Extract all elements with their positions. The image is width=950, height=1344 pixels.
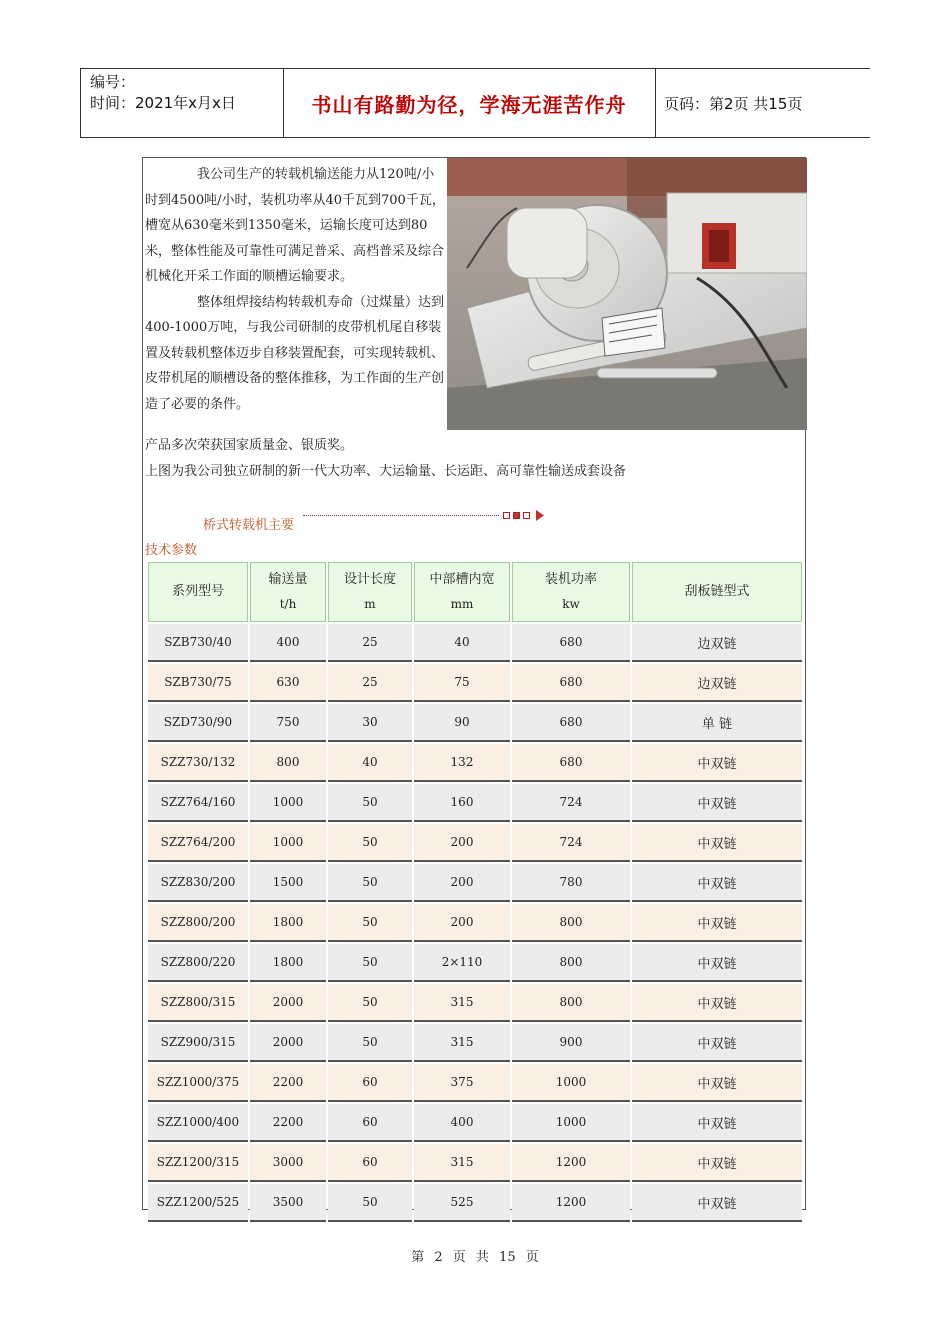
table-cell: 边双链 [632, 664, 802, 702]
table-row [148, 1184, 802, 1222]
table-header-cell [148, 562, 248, 622]
table-cell: 中双链 [632, 1144, 802, 1182]
header-page-label: 页码：第2页 共15页 [664, 94, 803, 113]
table-cell: 中双链 [632, 1184, 802, 1222]
header-label: 中部槽内宽 [429, 572, 495, 587]
table-cell: 中双链 [632, 904, 802, 942]
table-row [148, 784, 802, 822]
table-row [148, 1064, 802, 1102]
table-cell: 50 [328, 824, 412, 862]
table-cell: 1500 [250, 864, 326, 902]
page-footer: 第 2 页 共 15 页 [411, 1250, 539, 1265]
table-cell: 50 [328, 1184, 412, 1222]
table-cell: 中双链 [632, 824, 802, 862]
header-unit: kw [562, 597, 580, 611]
table-cell: 60 [328, 1104, 412, 1142]
table-cell: 750 [250, 704, 326, 742]
table-cell: 50 [328, 904, 412, 942]
square-bullet [513, 512, 520, 519]
table-cell: 800 [250, 744, 326, 782]
table-header-row [148, 562, 802, 622]
header-label: 设计长度 [343, 572, 396, 587]
number-label: 编号： [90, 73, 136, 91]
table-cell: 60 [328, 1144, 412, 1182]
table-cell: SZZ1200/525 [148, 1184, 248, 1222]
table-cell: 680 [512, 664, 630, 702]
header-label: 刮板链型式 [684, 584, 750, 599]
square-bullet [523, 512, 530, 519]
spec-table [146, 560, 804, 1224]
table-row [148, 864, 802, 902]
table-cell: 630 [250, 664, 326, 702]
table-cell: 315 [414, 1144, 510, 1182]
table-cell: 中双链 [632, 1064, 802, 1102]
table-cell: 800 [512, 944, 630, 982]
table-row [148, 824, 802, 862]
table-row [148, 744, 802, 782]
header-motto: 书山有路勤为径，学海无涯苦作舟 [311, 92, 627, 117]
table-cell: 724 [512, 824, 630, 862]
table-body [148, 624, 802, 1222]
table-cell: 3500 [250, 1184, 326, 1222]
table-cell: 1000 [250, 824, 326, 862]
table-cell: SZB730/75 [148, 664, 248, 702]
table-header-cell [512, 562, 630, 622]
header-unit: m [364, 597, 376, 611]
table-cell: 900 [512, 1024, 630, 1062]
table-cell: 200 [414, 824, 510, 862]
table-cell: 90 [414, 704, 510, 742]
table-cell: 单 链 [632, 704, 802, 742]
table-cell: 2200 [250, 1064, 326, 1102]
table-row [148, 904, 802, 942]
table-cell: 680 [512, 704, 630, 742]
table-cell: SZZ764/160 [148, 784, 248, 822]
dotted-leader [303, 515, 499, 516]
header-meta [90, 72, 236, 114]
intro-paragraph: 我公司生产的转载机输送能力从120吨/小时到4500吨/小时，装机功率从40千瓦到700千瓦，槽宽从630毫米到1350毫米，运输长度可达到80米，整体性能及可靠性可满足普采、高档普采及综合机械化开采工作面的顺槽运输要求。 [145, 167, 445, 284]
header-unit: t/h [279, 597, 297, 611]
table-cell: 800 [512, 984, 630, 1022]
table-cell: 中双链 [632, 784, 802, 822]
table-cell: 132 [414, 744, 510, 782]
table-cell: 1200 [512, 1144, 630, 1182]
machine-photo [447, 158, 807, 430]
machine-photo-illustration [447, 158, 807, 430]
table-cell: 25 [328, 624, 412, 662]
table-cell: 中双链 [632, 944, 802, 982]
table-cell: 3000 [250, 1144, 326, 1182]
table-cell: 50 [328, 784, 412, 822]
table-cell: SZZ800/315 [148, 984, 248, 1022]
table-header-cell [250, 562, 326, 622]
table-cell: 中双链 [632, 1104, 802, 1142]
table-cell: SZZ1200/315 [148, 1144, 248, 1182]
table-cell: 中双链 [632, 984, 802, 1022]
award-text: 产品多次荣获国家质量金、银质奖。 [145, 438, 354, 453]
table-cell: 40 [328, 744, 412, 782]
table-cell: 75 [414, 664, 510, 702]
table-header-cell [632, 562, 802, 622]
table-cell: 50 [328, 1024, 412, 1062]
table-cell: 25 [328, 664, 412, 702]
table-cell: 400 [414, 1104, 510, 1142]
table-cell: SZZ764/200 [148, 824, 248, 862]
table-row [148, 664, 802, 702]
table-cell: 中双链 [632, 1024, 802, 1062]
table-cell: 375 [414, 1064, 510, 1102]
table-cell: 60 [328, 1064, 412, 1102]
table-cell: 1000 [250, 784, 326, 822]
header-divider [655, 69, 656, 137]
content-frame [142, 157, 806, 1210]
table-row [148, 944, 802, 982]
table-header-cell [414, 562, 510, 622]
table-row [148, 1104, 802, 1142]
table-cell: 1000 [512, 1104, 630, 1142]
table-cell: 50 [328, 864, 412, 902]
table-cell: SZB730/40 [148, 624, 248, 662]
page-header [80, 68, 870, 138]
table-cell: 160 [414, 784, 510, 822]
table-cell: 50 [328, 984, 412, 1022]
table-cell: 1200 [512, 1184, 630, 1222]
table-cell: SZD730/90 [148, 704, 248, 742]
square-bullet [503, 512, 510, 519]
table-row [148, 1144, 802, 1182]
table-cell: 315 [414, 984, 510, 1022]
table-cell: 30 [328, 704, 412, 742]
table-cell: 1000 [512, 1064, 630, 1102]
header-label: 装机功率 [544, 572, 597, 587]
header-label: 输送量 [268, 572, 308, 587]
table-cell: 200 [414, 864, 510, 902]
table-cell: 2000 [250, 1024, 326, 1062]
arrow-right-icon [536, 510, 544, 521]
table-cell: 2×110 [414, 944, 510, 982]
table-row [148, 984, 802, 1022]
table-cell: 边双链 [632, 624, 802, 662]
intro-text [145, 162, 445, 417]
table-cell: SZZ800/220 [148, 944, 248, 982]
table-cell: SZZ900/315 [148, 1024, 248, 1062]
header-divider [80, 69, 81, 137]
table-cell: 2200 [250, 1104, 326, 1142]
table-cell: 1800 [250, 904, 326, 942]
table-cell: 2000 [250, 984, 326, 1022]
table-cell: 780 [512, 864, 630, 902]
table-cell: 525 [414, 1184, 510, 1222]
table-cell: 中双链 [632, 744, 802, 782]
table-cell: 200 [414, 904, 510, 942]
table-row [148, 704, 802, 742]
section-title: 技术参数 [145, 543, 198, 558]
table-cell: SZZ800/200 [148, 904, 248, 942]
date-label: 时间：2021年x月x日 [90, 94, 236, 112]
table-cell: SZZ730/132 [148, 744, 248, 782]
table-cell: 中双链 [632, 864, 802, 902]
table-cell: SZZ830/200 [148, 864, 248, 902]
table-cell: 50 [328, 944, 412, 982]
table-cell: 400 [250, 624, 326, 662]
table-cell: 315 [414, 1024, 510, 1062]
table-row [148, 1024, 802, 1062]
intro-paragraph: 整体组焊接结构转载机寿命（过煤量）达到400-1000万吨，与我公司研制的皮带机机尾自移装置及转载机整体迈步自移装置配套，可实现转载机、皮带机尾的顺槽设备的整体推移，为工作面的生产创造了必要的条件。 [145, 294, 445, 412]
section-title: 桥式转载机主要 [203, 518, 295, 533]
table-cell: SZZ1000/375 [148, 1064, 248, 1102]
table-cell: 40 [414, 624, 510, 662]
table-cell: 1800 [250, 944, 326, 982]
caption-text: 上图为我公司独立研制的新一代大功率、大运输量、长运距、高可靠性输送成套设备 [145, 464, 627, 479]
table-cell: SZZ1000/400 [148, 1104, 248, 1142]
table-cell: 724 [512, 784, 630, 822]
table-cell: 680 [512, 744, 630, 782]
table-cell: 800 [512, 904, 630, 942]
table-cell: 680 [512, 624, 630, 662]
table-row [148, 624, 802, 662]
header-unit: mm [450, 597, 474, 611]
header-label: 系列型号 [171, 584, 224, 599]
table-header-cell [328, 562, 412, 622]
